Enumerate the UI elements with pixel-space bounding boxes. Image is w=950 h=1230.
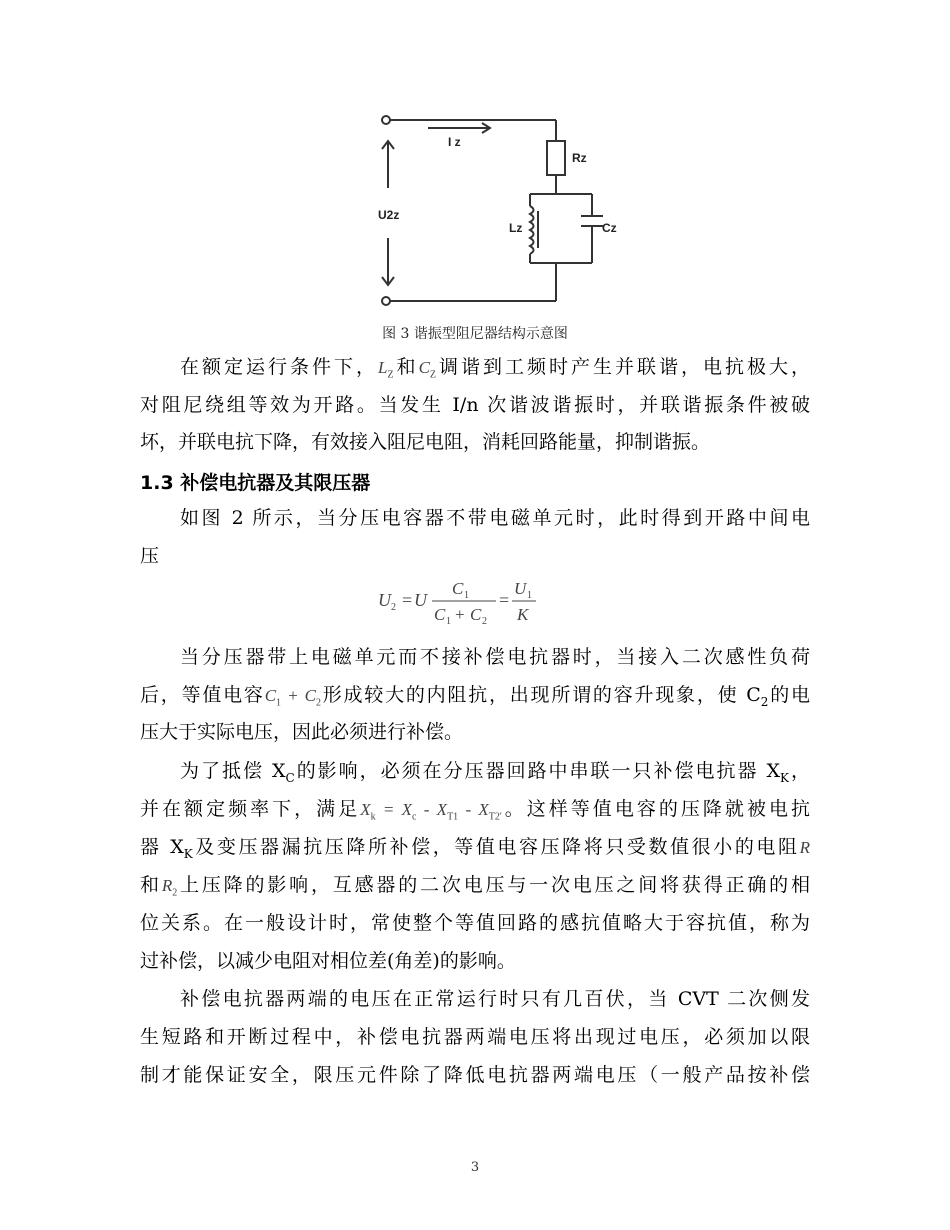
svg-text:C: C xyxy=(452,579,464,598)
paragraph-1-line-1: 在额定运行条件下，$L_Z$和$C_Z$调谐到工频时产生并联谐，电抗极大， xyxy=(180,356,810,381)
math-r: R xyxy=(799,838,810,857)
svg-text:1: 1 xyxy=(464,590,469,601)
svg-text:+: + xyxy=(455,605,465,624)
terminal-top xyxy=(382,116,390,124)
label-u2z: U2z xyxy=(378,208,400,222)
svg-text:C: C xyxy=(434,605,446,624)
svg-text:1: 1 xyxy=(446,616,451,627)
paragraph-4-line-4: 和$R_2$上压降的影响，互感器的二次电压与一次电压之间将获得正确的相 xyxy=(140,874,810,899)
figure-caption: 图 3 谐振型阻尼器结构示意图 xyxy=(382,326,568,342)
label-lz: Lz xyxy=(509,221,523,235)
paragraph-5-line-3: 制才能保证安全，限压元件除了降低电抗器两端电压（一般产品按补偿 xyxy=(140,1064,810,1086)
paragraph-4-line-6: 过补偿，以减少电阻对相位差(角差)的影响。 xyxy=(140,950,516,972)
paragraph-4-line-2: 并在额定频率下，满足$X_k = X_c - X_{T1} - X_{T2'}$。这样等值电容的压降就被电抗 xyxy=(140,798,810,823)
paragraph-4-line-5: 位关系。在一般设计时，常使整个等值回路的感抗值略大于容抗值，称为 xyxy=(140,912,810,934)
label-iz: I z xyxy=(448,135,461,149)
section-heading: 1.3 补偿电抗器及其限压器 xyxy=(140,472,371,494)
svg-text:=: = xyxy=(402,590,413,610)
resistor-rz xyxy=(547,141,565,175)
inductor-lz xyxy=(530,206,534,254)
math-c1-plus-c2: $C_1 + C_2$ xyxy=(264,686,321,709)
terminal-bottom xyxy=(382,297,390,305)
svg-text:2: 2 xyxy=(391,602,396,613)
voltage-formula xyxy=(378,574,578,628)
paragraph-5-line-1: 补偿电抗器两端的电压在正常运行时只有几百伏，当 CVT 二次侧发 xyxy=(180,988,810,1010)
math-r2: $R_2$ xyxy=(161,876,178,899)
page-number: 3 xyxy=(470,1160,480,1175)
svg-text:U: U xyxy=(514,579,527,598)
paragraph-4-line-3: 器 $X_K$及变压器漏抗压降所补偿，等值电容压降将只受数值很小的电阻R xyxy=(140,836,810,861)
svg-text:K: K xyxy=(517,605,529,624)
math-cz: $C_Z$ xyxy=(418,358,437,381)
math-xk-condition: $X_k = X_c - X_{T1} - X_{T2'}$ xyxy=(360,800,502,823)
paragraph-5-line-2: 生短路和开断过程中，补偿电抗器两端电压将出现过电压，必须加以限 xyxy=(140,1026,810,1048)
svg-text:=: = xyxy=(499,590,510,610)
damper-circuit-diagram xyxy=(370,108,630,313)
svg-text:1: 1 xyxy=(527,590,532,601)
svg-text:U: U xyxy=(414,590,427,610)
svg-text:C: C xyxy=(470,605,482,624)
label-cz: Cz xyxy=(602,221,617,235)
paragraph-1-line-3: 坏，并联电抗下降，有效接入阻尼电阻，消耗回路能量，抑制谐振。 xyxy=(140,431,711,453)
paragraph-2-line-1: 如图 2 所示，当分压电容器不带电磁单元时，此时得到开路中间电 xyxy=(180,507,810,529)
paragraph-3-line-2: 后，等值电容$C_1 + C_2$形成较大的内阻抗，出现所谓的容升现象，使 $C_2$的电 xyxy=(140,684,810,709)
paragraph-3-line-3: 压大于实际电压，因此必须进行补偿。 xyxy=(140,721,464,743)
paragraph-3-line-1: 当分压器带上电磁单元而不接补偿电抗器时，当接入二次感性负荷 xyxy=(180,646,810,668)
label-rz: Rz xyxy=(572,151,587,165)
math-lz: $L_Z$ xyxy=(377,358,394,381)
paragraph-2-line-2: 压 xyxy=(140,545,160,567)
svg-text:U: U xyxy=(378,590,391,610)
paragraph-1-line-2: 对阻尼绕组等效为开路。当发生 I/n 次谐波谐振时，并联谐振条件被破 xyxy=(140,394,810,416)
svg-text:2: 2 xyxy=(482,616,487,627)
paragraph-4-line-1: 为了抵偿 $X_C$的影响，必须在分压器回路中串联一只补偿电抗器 $X_K$， xyxy=(180,760,810,785)
